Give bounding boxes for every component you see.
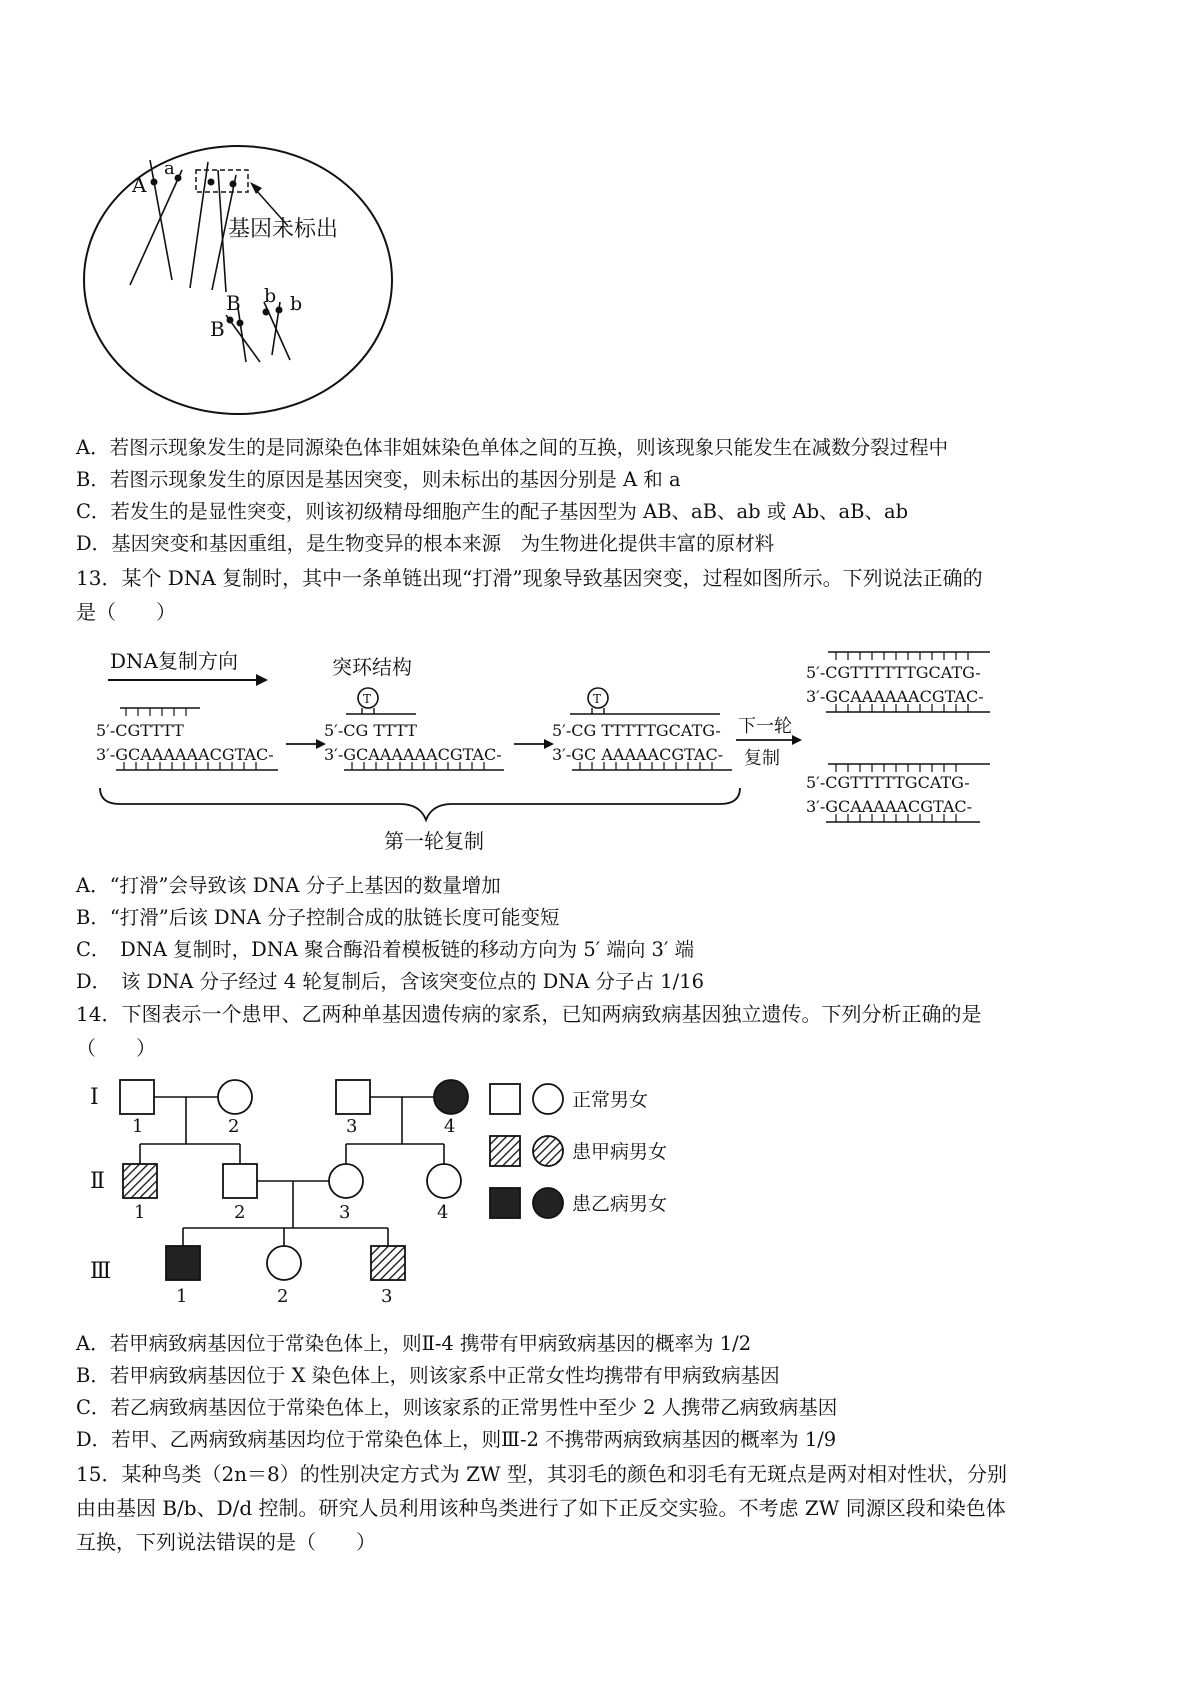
loop-base-1: T <box>363 692 372 706</box>
q13-option-b: B．“打滑”后该 DNA 分子控制合成的肽链长度可能变短 <box>76 906 560 929</box>
II-4-female <box>427 1164 461 1198</box>
legend-disease-a-male <box>490 1136 520 1166</box>
dna-replication-figure <box>80 640 1080 850</box>
label-B2: B <box>210 317 225 341</box>
stage3-top-strand: 5′-CG TTTTTGCATG- <box>552 721 721 740</box>
III-3-male-disease-a <box>371 1246 405 1280</box>
q12-option-d: D．基因突变和基因重组，是生物变异的根本来源 为生物进化提供丰富的原材料 <box>76 532 775 555</box>
q12-option-b: B．若图示现象发生的原因是基因突变，则未标出的基因分别是 A 和 a <box>76 468 681 491</box>
label-A: A <box>132 173 147 197</box>
I-2-female <box>218 1080 252 1114</box>
q13-option-a: A．“打滑”会导致该 DNA 分子上基因的数量增加 <box>76 874 501 897</box>
III-2-num: 2 <box>277 1286 289 1307</box>
cell-diagram <box>80 140 410 430</box>
gen-label-3: Ⅲ <box>90 1259 112 1284</box>
label-B1: B <box>226 291 241 315</box>
legend-normal-male <box>490 1084 520 1114</box>
II-2-male <box>223 1164 257 1198</box>
q15-line3: 互换，下列说法错误的是（ ） <box>76 1530 376 1554</box>
stage3-bottom-strand: 3′-GC AAAAACGTAC- <box>552 745 724 764</box>
next-round-label: 下一轮 <box>738 716 792 737</box>
callout-text: 基因未标出 <box>228 217 339 242</box>
stage1-top-strand: 5′-CGTTTT <box>96 721 184 740</box>
III-2-female <box>267 1246 301 1280</box>
I-3-num: 3 <box>346 1116 358 1137</box>
q14-stem-line2: （ ） <box>76 1036 156 1060</box>
III-1-male-disease-b <box>166 1246 200 1280</box>
q15-line2: 由由基因 B/b、D/d 控制。研究人员利用该种鸟类进行了如下正反交实验。不考虑 ZW 同源区段和染色体 <box>76 1496 1006 1520</box>
stage2-bottom-strand: 3′-GCAAAAAACGTAC- <box>324 745 502 764</box>
II-3-num: 3 <box>339 1202 351 1223</box>
I-2-num: 2 <box>228 1116 240 1137</box>
label-a: a <box>164 158 175 179</box>
result2-bottom-strand: 3′-GCAAAAACGTAC- <box>806 797 973 816</box>
legend-disease-b-female <box>533 1188 563 1218</box>
q14-option-b: B．若甲病致病基因位于 X 染色体上，则该家系中正常女性均携带有甲病致病基因 <box>76 1364 780 1387</box>
q12-option-c: C．若发生的是显性突变，则该初级精母细胞产生的配子基因型为 AB、aB、ab 或 Ab、aB、ab <box>76 500 909 523</box>
II-1-male-disease-a <box>123 1164 157 1198</box>
I-1-num: 1 <box>132 1116 144 1137</box>
next-round-label-2: 复制 <box>744 748 780 769</box>
I-1-male <box>120 1080 154 1114</box>
legend-normal-label: 正常男女 <box>572 1089 649 1111</box>
q13-option-c: C． DNA 复制时，DNA 聚合酶沿着模板链的移动方向为 5′ 端向 3′ 端 <box>76 938 695 961</box>
q14-option-d: D．若甲、乙两病致病基因均位于常染色体上，则Ⅲ-2 不携带两病致病基因的概率为 1/9 <box>76 1428 837 1451</box>
legend-normal-female <box>533 1084 563 1114</box>
gen-label-1: Ⅰ <box>90 1085 99 1110</box>
legend-disease-b-male <box>490 1188 520 1218</box>
gen-label-2: Ⅱ <box>90 1169 105 1194</box>
I-4-num: 4 <box>444 1116 456 1137</box>
q13-option-d: D． 该 DNA 分子经过 4 轮复制后，含该突变位点的 DNA 分子占 1/16 <box>76 970 705 993</box>
II-2-num: 2 <box>234 1202 246 1223</box>
stage1-bottom-strand: 3′-GCAAAAAACGTAC- <box>96 745 274 764</box>
loop-label: 突环结构 <box>332 655 412 679</box>
label-b2: b <box>290 293 303 315</box>
q13-stem-line1: 13．某个 DNA 复制时，其中一条单链出现“打滑”现象导致基因突变，过程如图所示。下列说法正确的 <box>76 566 983 590</box>
I-4-female-disease-b <box>434 1080 468 1114</box>
II-3-female <box>329 1164 363 1198</box>
direction-label: DNA复制方向 <box>110 649 238 673</box>
II-1-num: 1 <box>134 1202 146 1223</box>
first-round-brace <box>100 788 740 820</box>
result1-top-strand: 5′-CGTTTTTTGCATG- <box>806 663 981 682</box>
loop-base-2: T <box>593 692 602 706</box>
pedigree-chart <box>80 1070 760 1320</box>
result2-top-strand: 5′-CGTTTTTGCATG- <box>806 773 970 792</box>
legend-disease-a-label: 患甲病男女 <box>572 1141 668 1163</box>
cell-outline <box>84 146 392 414</box>
II-4-num: 4 <box>437 1202 449 1223</box>
q14-stem-line1: 14．下图表示一个患甲、乙两种单基因遗传病的家系，已知两病致病基因独立遗传。下列分析正确的是 <box>76 1002 982 1026</box>
legend-disease-a-female <box>533 1136 563 1166</box>
result1-bottom-strand: 3′-GCAAAAAACGTAC- <box>806 687 984 706</box>
III-1-num: 1 <box>176 1286 188 1307</box>
q14-option-a: A．若甲病致病基因位于常染色体上，则Ⅱ-4 携带有甲病致病基因的概率为 1/2 <box>76 1332 752 1355</box>
q14-option-c: C．若乙病致病基因位于常染色体上，则该家系的正常男性中至少 2 人携带乙病致病基因 <box>76 1396 838 1419</box>
I-3-male <box>336 1080 370 1114</box>
legend-disease-b-label: 患乙病男女 <box>572 1193 668 1215</box>
stage2-top-strand: 5′-CG TTTT <box>324 721 417 740</box>
label-b1: b <box>264 285 277 307</box>
legend <box>490 1084 667 1218</box>
q13-stem-line2: 是（ ） <box>76 600 176 624</box>
q15-line1: 15．某种鸟类（2n＝8）的性别决定方式为 ZW 型，其羽毛的颜色和羽毛有无斑点是两对相对性状，分别 <box>76 1462 1007 1486</box>
first-round-label: 第一轮复制 <box>384 829 484 850</box>
III-3-num: 3 <box>381 1286 393 1307</box>
q12-option-a: A．若图示现象发生的是同源染色体非姐妹染色单体之间的互换，则该现象只能发生在减数分裂过程中 <box>76 436 949 459</box>
